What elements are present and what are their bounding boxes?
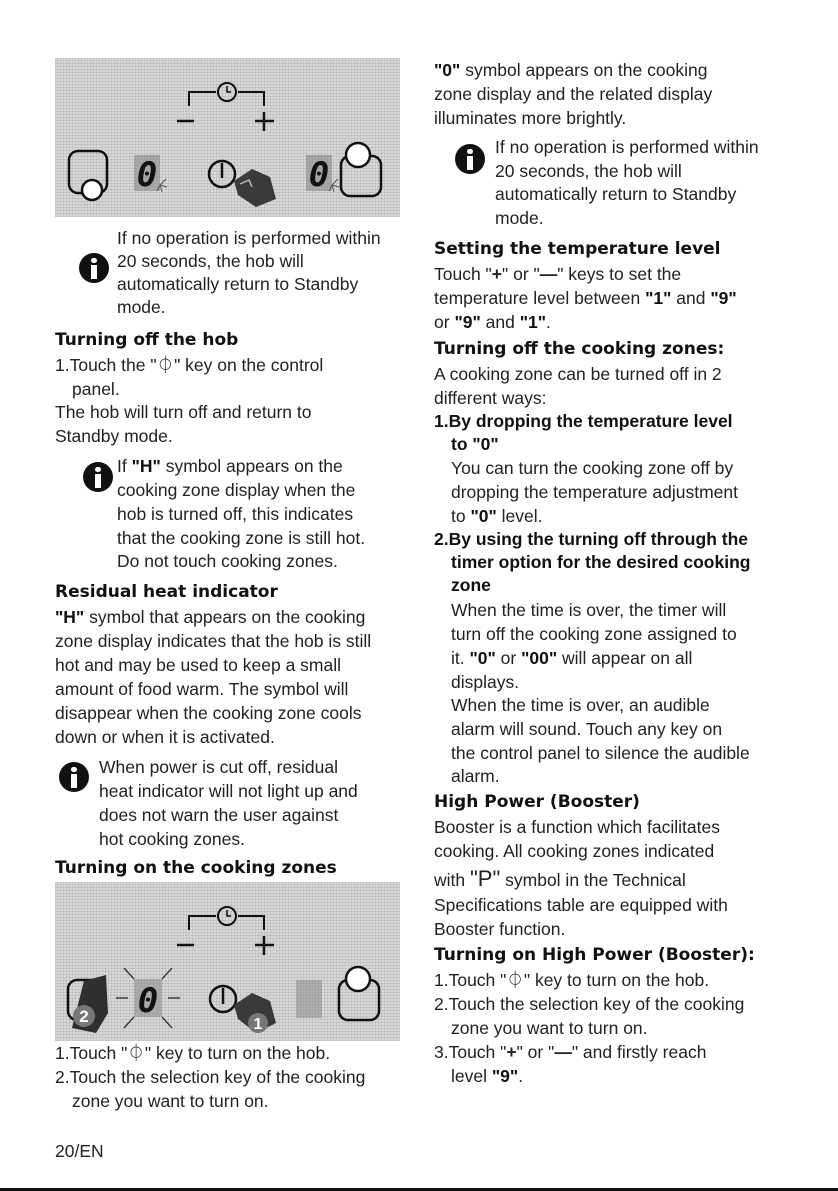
note-line: cooking zone display when the [117, 480, 356, 500]
body-text: dropping the temperature adjustment [451, 482, 738, 502]
note-line: automatically return to Standby [495, 184, 737, 204]
step-text-part: 1.Touch the " [55, 355, 157, 375]
step-text [451, 1065, 523, 1088]
body-text: The hob will turn off and return to [55, 402, 312, 422]
note-line: hob is turned off, this indicates [117, 504, 354, 524]
body-text: alarm. [451, 766, 500, 786]
step-text [55, 354, 323, 377]
level-symbol: "1" [519, 312, 547, 332]
p-symbol: "P" [469, 866, 501, 891]
body-text: Booster function. [434, 919, 566, 939]
body-text: When the time is over, an audible [451, 695, 710, 715]
note-line: heat indicator will not light up and [99, 781, 358, 801]
body-part: symbol in the Technical [500, 870, 686, 890]
body-text: zone display indicates that the hob is still [55, 631, 372, 651]
body-part: symbol that appears on the cooking [84, 607, 366, 627]
step-text: zone you want to turn on. [451, 1018, 648, 1038]
body-part: temperature level between [434, 288, 646, 308]
body-part: or [495, 648, 522, 668]
body-text: Specifications table are equipped with [434, 895, 728, 915]
step-text-part: level [451, 1066, 492, 1086]
heading-residual-heat: Residual heat indicator [55, 582, 278, 602]
step-text: 2.Touch the selection key of the cooking [434, 994, 745, 1014]
body-text [451, 505, 543, 528]
body-part: symbol appears on the cooking [460, 60, 708, 80]
body-text [434, 263, 681, 286]
double-zero-symbol: "00" [521, 648, 558, 668]
plus-icon: + [506, 1042, 517, 1062]
body-text: A cooking zone can be turned off in 2 [434, 364, 722, 384]
h-symbol: "H" [55, 607, 85, 627]
body-text: alarm will sound. Touch any key on [451, 719, 723, 739]
body-text: illuminates more brightly. [434, 108, 627, 128]
minus-icon: — [539, 264, 558, 284]
method-title: to "0" [451, 434, 499, 454]
minus-icon: — [554, 1042, 572, 1062]
body-text [434, 287, 737, 310]
note-line: mode. [117, 297, 166, 317]
power-icon: ⏀ [506, 970, 524, 990]
control-panel-illustration-bottom [55, 882, 400, 1041]
zero-symbol: "0" [470, 506, 497, 526]
digit-mid: 0 [137, 981, 159, 1021]
body-text: disappear when the cooking zone cools [55, 703, 362, 723]
body-text [451, 647, 692, 670]
step-text-part: " and firstly reach [571, 1042, 707, 1062]
step-text-part: " key to turn on the hob. [144, 1043, 331, 1063]
step-text-part: . [518, 1066, 524, 1086]
body-text [434, 867, 686, 892]
body-text: turn off the cooking zone assigned to [451, 624, 737, 644]
note-line: mode. [495, 208, 544, 228]
body-text: amount of food warm. The symbol will [55, 679, 349, 699]
control-panel-drawing [56, 883, 399, 1040]
step-text [434, 969, 709, 992]
body-part: and [671, 288, 711, 308]
body-text: different ways: [434, 388, 547, 408]
step-text-part: " or " [516, 1042, 555, 1062]
heading-turning-off-hob: Turning off the hob [55, 330, 239, 350]
note-part: If [117, 456, 132, 476]
body-text: the control panel to silence the audible [451, 743, 750, 763]
level-symbol: "9" [710, 288, 737, 308]
step-text-part: " key on the control [174, 355, 324, 375]
body-text: Standby mode. [55, 426, 173, 446]
step-text-part: " key to turn on the hob. [523, 970, 710, 990]
note-line: hot cooking zones. [99, 829, 245, 849]
body-text: You can turn the cooking zone off by [451, 458, 734, 478]
body-part: . [546, 312, 551, 332]
body-text [434, 311, 551, 334]
step-text [434, 1041, 706, 1064]
step-badge-1: 1 [253, 1016, 263, 1033]
body-part: " or " [502, 264, 540, 284]
note-line: If no operation is performed within [495, 137, 759, 157]
plus-icon: + [491, 264, 503, 284]
info-icon [59, 762, 89, 792]
body-part: Touch " [434, 264, 492, 284]
body-part: to [451, 506, 471, 526]
info-icon [79, 253, 109, 283]
body-text: Booster is a function which facilitates [434, 817, 720, 837]
note-line: When power is cut off, residual [99, 757, 338, 777]
heading-turning-off-zones: Turning off the cooking zones: [434, 339, 725, 359]
step-text-part: 1.Touch " [55, 1043, 128, 1063]
body-text: down or when it is activated. [55, 727, 275, 747]
step-text: zone you want to turn on. [72, 1091, 269, 1111]
body-text: hot and may be used to keep a small [55, 655, 342, 675]
note-line: automatically return to Standby [117, 274, 359, 294]
body-part: " keys to set the [557, 264, 682, 284]
note-part: symbol appears on the [160, 456, 343, 476]
step-badge-2: 2 [79, 1007, 89, 1026]
method-title: 2.By using the turning off through the [434, 529, 748, 549]
heading-booster-on: Turning on High Power (Booster): [434, 945, 755, 965]
note-line: 20 seconds, the hob will [117, 251, 304, 271]
power-icon: ⏀ [156, 355, 175, 375]
level-symbol: "9" [491, 1066, 519, 1086]
method-title: zone [451, 575, 491, 595]
note-line: does not warn the user against [99, 805, 339, 825]
body-part: or [434, 312, 455, 332]
body-part: it. [451, 648, 470, 668]
step-text: panel. [72, 379, 120, 399]
method-title: timer option for the desired cooking [451, 552, 751, 572]
body-part: will appear on all [557, 648, 693, 668]
level-symbol: "1" [645, 288, 672, 308]
zero-symbol: "0" [434, 60, 461, 80]
level-symbol: "9" [454, 312, 481, 332]
step-text: 2.Touch the selection key of the cooking [55, 1067, 366, 1087]
heading-turning-on-zones: Turning on the cooking zones [55, 858, 337, 878]
heading-temperature-level: Setting the temperature level [434, 239, 721, 259]
body-part: with [434, 870, 470, 890]
info-icon [83, 462, 113, 492]
note-line: that the cooking zone is still hot. [117, 528, 366, 548]
body-part: and [480, 312, 520, 332]
control-panel-illustration-top [55, 58, 400, 217]
info-icon [455, 144, 485, 174]
h-symbol: "H" [131, 456, 161, 476]
body-text: displays. [451, 672, 520, 692]
note-line: Do not touch cooking zones. [117, 551, 338, 571]
digit-left: 0 [136, 155, 158, 195]
method-title: 1.By dropping the temperature level [434, 411, 733, 431]
heading-high-power: High Power (Booster) [434, 792, 640, 812]
body-text [55, 606, 365, 629]
body-text [434, 59, 707, 82]
step-text-part: 3.Touch " [434, 1042, 507, 1062]
control-panel-drawing [56, 59, 399, 216]
body-text: zone display and the related display [434, 84, 713, 104]
power-icon: ⏀ [127, 1043, 145, 1063]
step-text [55, 1042, 330, 1065]
body-part: level. [496, 506, 543, 526]
note-line: If no operation is performed within [117, 228, 381, 248]
page-number: 20/EN [55, 1141, 104, 1161]
step-text-part: 1.Touch " [434, 970, 507, 990]
zero-symbol: "0" [469, 648, 496, 668]
note-line: 20 seconds, the hob will [495, 161, 682, 181]
digit-right: 0 [308, 155, 330, 195]
body-text: cooking. All cooking zones indicated [434, 841, 715, 861]
note-line [117, 455, 343, 478]
body-text: When the time is over, the timer will [451, 600, 727, 620]
